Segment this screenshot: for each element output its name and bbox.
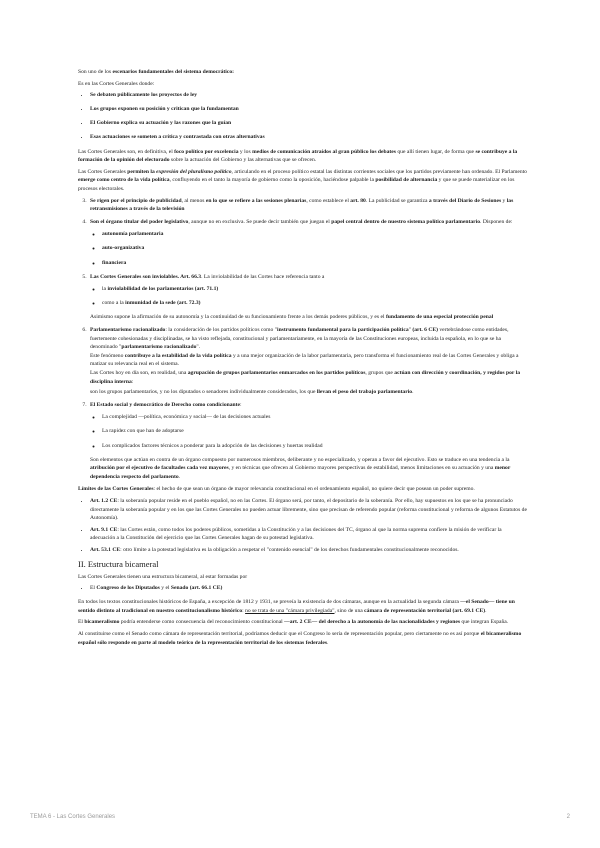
paragraph-ejecutivo: Son elementos que actúan en contra de un órgano compuesto por numerosos miembros, deliberante y no especializado, y operan a favor del ejecutivo. Esto se traduce en una tendencia a la atribución por el ejecutivo de facultades cada vez mayores, y en técnicas que ofrecen al Gobierno mayores perspectivas de estabilidad, menos limitaciones en su actuación y una menor dependencia respecto del parlamento.	[90, 456, 511, 480]
list-item: ◦ auto-organizativa	[102, 244, 528, 253]
intro-line-1: Son uno de los escenarios fundamentales del sistema democrático:	[78, 69, 234, 75]
bullets-autonomia	[90, 230, 528, 267]
list-item-7: 7. El Estado social y democrático de Derecho como condicionante: ◦ La complejidad —política, económica y social— de las decisiones actuales ◦ La rapidez con que han de adoptarse ◦ Los complicados factores técnicos a ponderar para la adopción de las decisiones y huertas realidad Son elementos que actúan en contra de un órgano compuesto por numerosos miembros, deliberante y no especializado, y operan a favor del ejecutivo. Esto se traduce en una tendencia a la atribución por el ejecutivo de facultades cada vez mayores, y en técnicas que ofrecen al Gobierno mayores perspectivas de estabilidad, menos limitaciones en su actuación y una menor dependencia respecto del parlamento.	[88, 401, 528, 482]
list-item: ◦ financiera	[102, 259, 528, 268]
list-item: • Esas actuaciones se someten a crítica y contrastada con otras alternativas	[90, 133, 528, 142]
paragraph-historia: En todos los textos constitucionales históricos de España, a excepción de 1812 y 1931, se preveía la existencia de dos cámaras, aunque en la actualidad la segunda cámara —el Senado— tiene un sentido distinto al tradicional en nuestro constitucionalismo histórico: no se trata de una "cámara privilegiada", sino de una cámara de representación territorial (art. 69.1 CE).	[78, 599, 515, 614]
paragraph-autonomia: Asimismo supone la afirmación de su autonomía y la continuidad de su funcionamiento frente a los demás poderes públicos, y es el fundamento de una especial protección penal	[90, 314, 494, 321]
list-item: • Los grupos exponen su posición y critican que la fundamentan	[90, 105, 528, 114]
bullets-cortes-functions	[78, 91, 528, 142]
list-item: ◦ la inviolabilidad de los parlamentarios (art. 71.1)	[102, 285, 528, 294]
list-item: ◦ Los complicados factores técnicos a ponderar para la adopción de las decisiones y huertas realidad	[102, 442, 528, 451]
numbered-list	[78, 197, 528, 482]
list-item: ◦ La rapidez con que han de adoptarse	[102, 427, 528, 436]
paragraph-limites: Límites de las Cortes Generales: el hecho de que sean un órgano de mayor relevancia constitucional en el ordenamiento español, no quiere decir que posean un poder supremo.	[78, 486, 475, 493]
bullets-condicionantes	[90, 413, 528, 450]
list-item-6: 6. Parlamentarismo racionalizado: la consideración de los partidos políticos como "instrumento fundamental para la participación política" (art. 6 CE) vertebrándose como entidades, fuertemente cohesionadas y disciplinadas, se ha visto reflejada, constitucional y parlamentariamente, en la mayoría de las Constituciones europeas, incluida la española, en lo que se ha denominado "parlamentarismo racionalizado". Este fenómeno contribuye a la estabilidad de la vida política y a una mejor organización de la labor parlamentaria, pero transforma el funcionamiento real de las Cortes Generales y obliga a matizar su relevancia real en el sistema. Las Cortes hoy en día son, en realidad, una agrupación de grupos parlamentarios enmarcados en los partidos políticos, grupos que actúan con dirección y coordinación, y regidos por la disciplina interna: son los grupos parlamentarios, y no los diputados o senadores individualmente considerados, los que llevan el peso del trabajo parlamentario.	[88, 326, 528, 397]
list-item-5: 5. Las Cortes Generales son inviolables. Art. 66.3. La inviolabilidad de las Cortes hace referencia tanto a ◦ la inviolabilidad de los parlamentarios (art. 71.1) ◦ como a la inmunidad de la sede (art. 72.3) Asimismo supone la afirmación de su autonomía y la continuidad de su funcionamiento frente a los demás poderes públicos, y es el fundamento de una especial protección penal	[88, 273, 528, 322]
section-heading: II. Estructura bicameral	[78, 558, 159, 569]
list-item: • Art. 1.2 CE: la soberanía popular reside en el pueblo español, no en las Cortes. El órgano será, por tanto, el depositario de la soberanía. Por ello, hay supuestos en los que se ha pronunciado directamente la soberanía popular y en los que las Cortes Generales no pueden actuar libremente, sino que precisan de referendo popular (reforma constitucional y reforma de algunos Estatutos de Autonomía).	[90, 497, 528, 523]
list-item: ◦ como a la inmunidad de la sede (art. 72.3)	[102, 299, 528, 308]
list-item-3: 3. Se rigen por el principio de publicidad, al menos en lo que se refiere a las sesiones plenarias, como establece el art. 80. La publicidad se garantiza a través del Diario de Sesiones y las retransmisiones a través de la televisión	[88, 197, 528, 214]
paragraph-senado: Al constituirse como el Senado como cámara de representación territorial, podríamos deducir que el Congreso lo sería de representación popular, pero ciertamente no es así porque el bicameralismo español sólo responde en parte al modelo teórico de la representación territorial de los sistemas federales.	[78, 631, 522, 646]
list-item: • El Congreso de los Diputados y el Senado (art. 66.1 CE)	[90, 584, 528, 593]
list-item-4: 4. Son el órgano titular del poder legislativo, aunque no en exclusiva. Se puede decir también que juegan el papel central dentro de nuestro sistema político parlamentario. Disponen de: ◦ autonomía parlamentaria ◦ auto-organizativa ◦ financiera	[88, 218, 528, 267]
list-item: • Art. 53.1 CE: otro límite a la potestad legislativa es la obligación a respetar el "contenido esencial" de los derechos fundamentales constitucionalmente reconocidos.	[90, 546, 528, 555]
paragraph-foco-politico: Las Cortes Generales son, en definitiva, el foco político por excelencia y los medios de comunicación atraídos al gran público los debates que allí tienen lugar, de forma que se contribuye a la formación de la opinión del electorado sobre la actuación del Gobierno y las alternativas que se ofrecen.	[78, 148, 518, 164]
list-item: • Art. 9.1 CE: las Cortes están, como todos los poderes públicos, sometidas a la Constitución y a las decisiones del TC, órgano al que la norma suprema confiere la misión de verificar la adecuación a la Constitución del ejercicio que las Cortes Generales hagan de su potestad legislativa.	[90, 526, 528, 543]
page-number: 2	[566, 814, 570, 820]
list-item: • El Gobierno explica su actuación y las razones que la guían	[90, 119, 528, 128]
bullets-limites	[78, 497, 528, 555]
intro-line-2: Es en las Cortes Generales donde:	[78, 80, 155, 87]
document-body	[78, 68, 528, 650]
paragraph-estructura: Las Cortes Generales tienen una estructura bicameral, al estar formadas por	[78, 573, 248, 580]
paragraph-grupos: son los grupos parlamentarios, y no los diputados o senadores individualmente considerados, los que llevan el peso del trabajo parlamentario.	[90, 389, 414, 396]
list-item: ◦ La complejidad —política, económica y social— de las decisiones actuales	[102, 413, 528, 422]
bullets-inviolabilidad	[90, 285, 528, 308]
footer-title: TEMA 6 - Las Cortes Generales	[30, 814, 116, 820]
list-item: • Se debaten públicamente los proyectos de ley	[90, 91, 528, 100]
bullets-camaras	[78, 584, 528, 593]
paragraph-bicameralismo: El bicameralismo podría entenderse como consecuencia del reconocimiento constitucional —art. 2 CE— del derecho a la autonomía de las nacionalidades y regiones que integran España.	[78, 619, 509, 626]
list-item: ◦ autonomía parlamentaria	[102, 230, 528, 239]
paragraph-pluralismo: Las Cortes Generales permiten la expresión del pluralismo político, articulando en el proceso político estatal las distintas corrientes sociales que los partidos previamente han ordenado. El Parlamento emerge como centro de la vida política, confluyendo en el tanto la mayoría de gobierno como la oposición, haciéndose palpable la posibilidad de alternancia y que se puede materializar en los procesos electorales.	[78, 168, 527, 192]
